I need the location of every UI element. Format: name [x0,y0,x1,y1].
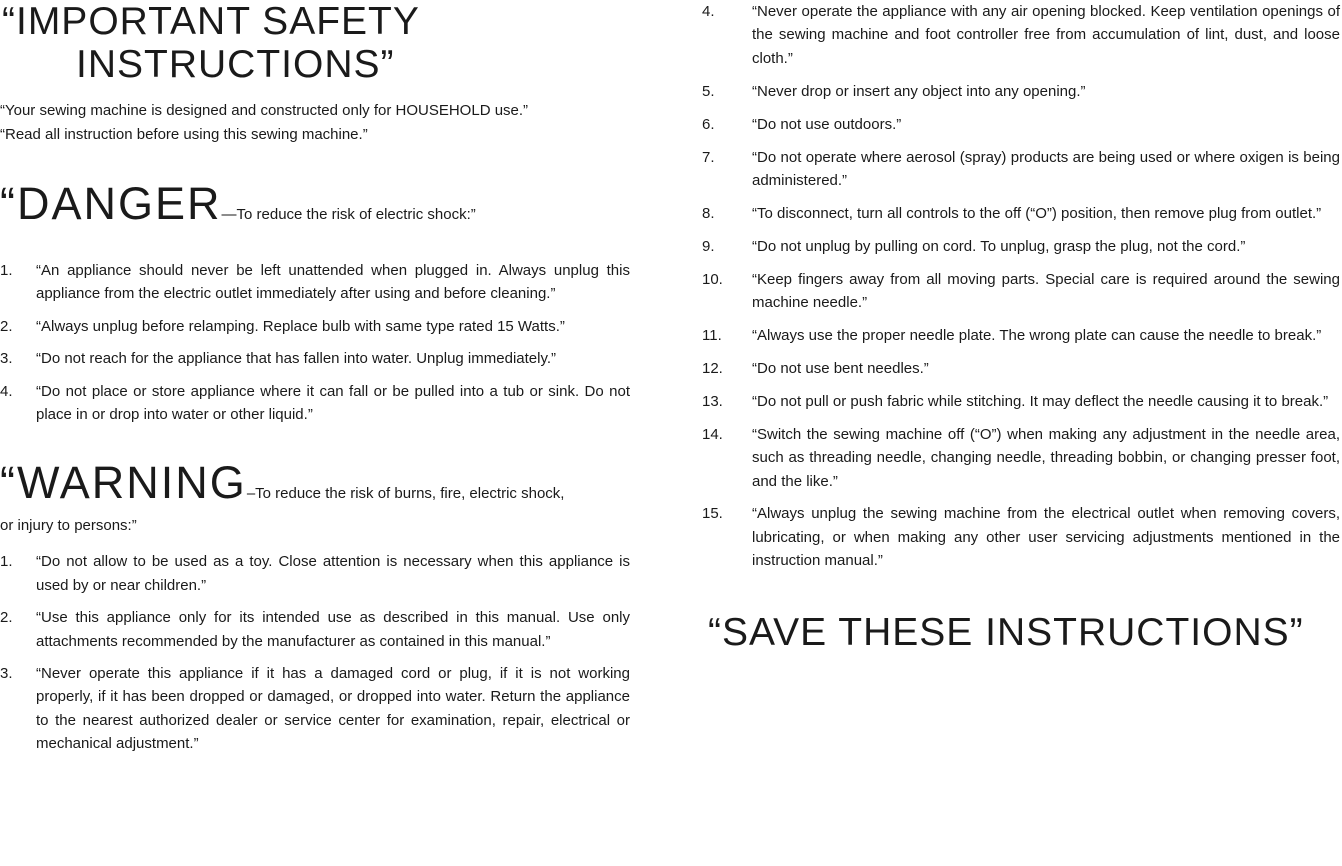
intro [0,99,630,147]
item-text: “Never drop or insert any object into any opening.” [752,82,1086,100]
right-column [700,0,1340,655]
item-number: 11. [702,326,722,344]
warning-list-left [0,550,630,755]
item-number: 3. [0,350,13,368]
intro-read: “Read all instruction before using this sewing machine.” [0,126,368,143]
item-number: 3. [0,665,13,683]
warning-item [700,146,1340,193]
danger-title: “DANGER [0,178,222,229]
item-text: “Do not use outdoors.” [752,115,902,133]
item-number: 5. [702,82,715,100]
save-instructions-banner: “SAVE THESE INSTRUCTIONS” [708,610,1304,654]
warning-item [700,113,1340,136]
danger-subtitle: —To reduce the risk of electric shock:” [221,206,476,223]
item-number: 13. [702,392,723,410]
item-number: 14. [702,425,723,443]
danger-item [0,259,630,306]
item-number: 2. [0,609,13,627]
left-column [0,0,630,765]
item-text: “Do not operate where aerosol (spray) products are being used or where oxigen is being administered.” [752,148,1340,189]
item-text: “Always use the proper needle plate. The wrong plate can cause the needle to break.” [752,326,1322,344]
warning-item [700,502,1340,572]
item-number: 8. [702,204,715,222]
item-text: “Do not allow to be used as a toy. Close attention is necessary when this appliance is used by or near children.” [36,553,630,594]
item-number: 1. [0,553,13,571]
danger-item [0,380,630,427]
item-number: 15. [702,505,723,523]
warning-item [0,662,630,756]
warning-item [700,80,1340,103]
item-number: 1. [0,262,13,279]
intro-household: “Your sewing machine is designed and constructed only for HOUSEHOLD use.” [0,102,529,119]
item-text: “Always unplug before relamping. Replace bulb with same type rated 15 Watts.” [36,317,565,335]
item-number: 9. [702,237,715,255]
danger-item [0,315,630,338]
item-number: 12. [702,359,723,377]
item-number: 4. [0,382,13,400]
title-line-2: INSTRUCTIONS” [76,43,395,86]
danger-heading [0,180,630,239]
item-text: “Never operate the appliance with any air opening blocked. Keep ventilation openings of the sewing machine and foot controller free from accumulation of lint, dust, and loose cloth.” [752,3,1340,67]
item-text: “Do not reach for the appliance that has fallen into water. Unplug immediately.” [36,350,557,368]
warning-item [700,357,1340,380]
item-text: “Always unplug the sewing machine from the electrical outlet when removing covers, lubricating, or when making any other user servicing adjustments mentioned in the instruction manual.” [752,505,1340,570]
item-number: 7. [702,148,715,166]
item-text: “Never operate this appliance if it has a damaged cord or plug, if it is not working properly, if it has been dropped or damaged, or dropped into water. Return the appliance to the nearest authorized dealer or service center for examination, repair, electrical or mechanical adjustment.” [36,665,630,753]
danger-list [0,259,630,426]
item-number: 6. [702,115,715,133]
warning-item [700,235,1340,258]
item-text: “Do not unplug by pulling on cord. To unplug, grasp the plug, not the cord.” [752,237,1246,255]
warning-subtitle: –To reduce the risk of burns, fire, electric shock, [246,485,565,503]
warning-item [700,0,1340,70]
item-text: “Use this appliance only for its intended use as described in this manual. Use only attachments recommended by the manufacturer as contained in this manual.” [36,609,630,650]
item-text: “Keep fingers away from all moving parts. Special care is required around the sewing machine needle.” [752,270,1340,312]
danger-item [0,347,630,370]
item-number: 2. [0,317,13,335]
warning-item [700,202,1340,225]
warning-title: “WARNING [0,457,247,509]
item-text: “An appliance should never be left unattended when plugged in. Always unplug this appliance from the electric outlet immediately after using and before cleaning.” [36,262,630,303]
warning-item [700,390,1340,413]
item-text: “Do not pull or push fabric while stitching. It may deflect the needle causing it to break.” [752,392,1329,410]
warning-item [700,268,1340,315]
warning-item [700,324,1340,347]
item-number: 4. [702,3,715,20]
item-text: “To disconnect, turn all controls to the off (“O”) position, then remove plug from outlet.” [752,204,1322,222]
warning-item [700,423,1340,493]
item-number: 10. [702,270,723,288]
item-text: “Switch the sewing machine off (“O”) when making any adjustment in the needle area, such as threading needle, changing needle, threading bobbin, or changing presser foot, and the like.” [752,425,1340,490]
item-text: “Do not use bent needles.” [752,359,929,377]
page-title [0,0,630,86]
warning-subtitle-cont: or injury to persons:” [0,517,137,535]
title-line-1: “IMPORTANT SAFETY [2,0,420,43]
warning-item [0,606,630,653]
item-text: “Do not place or store appliance where it can fall or be pulled into a tub or sink. Do not place in or drop into water or other liquid.” [36,382,630,424]
warning-list-right [700,0,1340,573]
warning-heading [0,457,630,516]
warning-item [0,550,630,597]
